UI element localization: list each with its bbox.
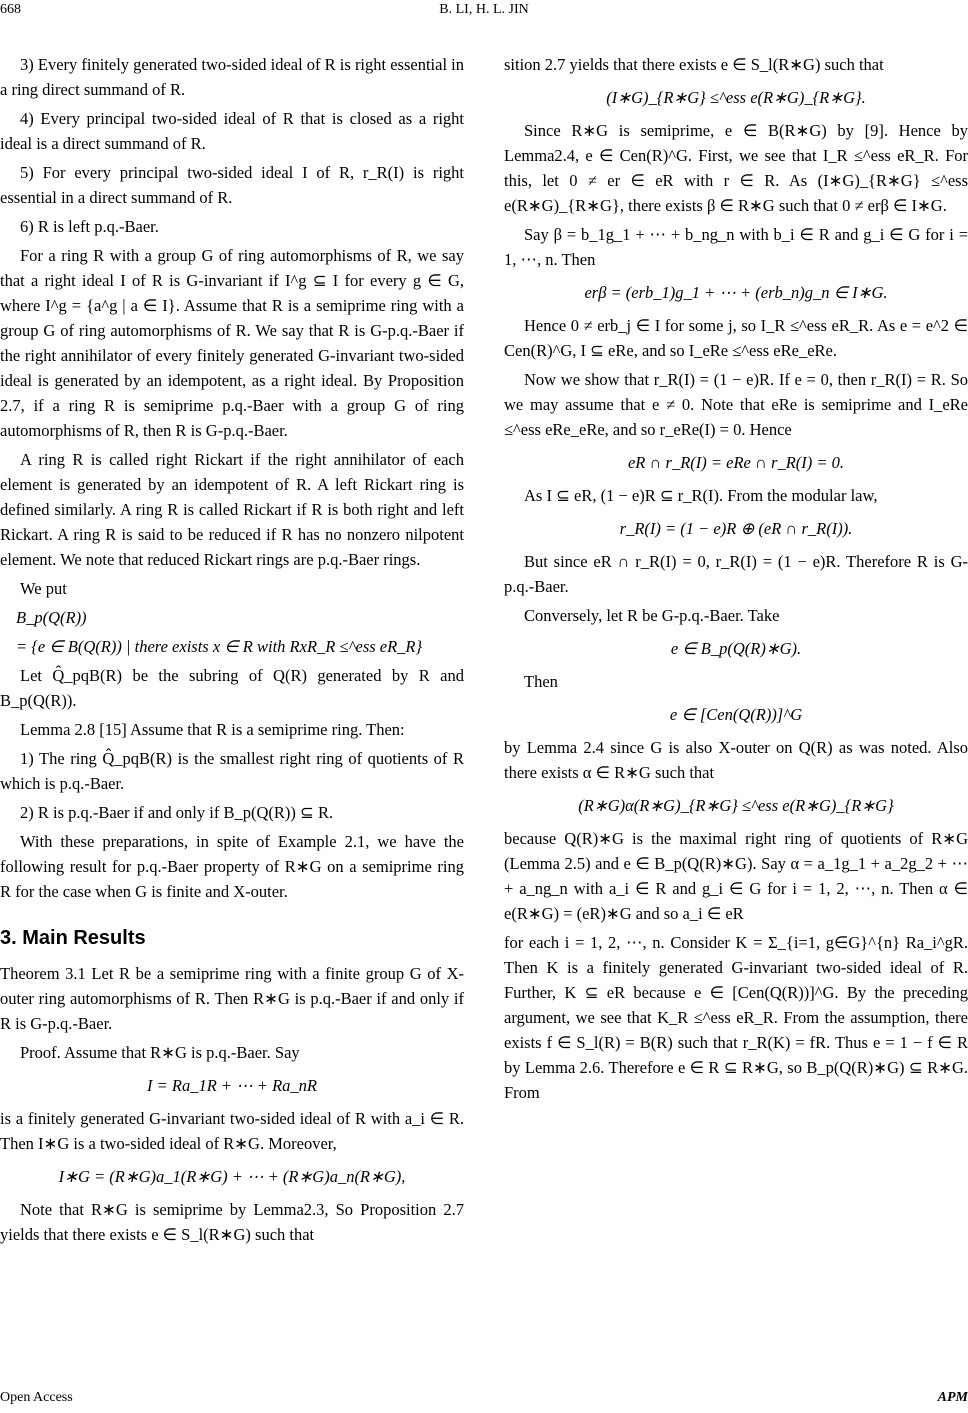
paragraph: But since eR ∩ r_R(I) = 0, r_R(I) = (1 − e)R. Therefore R is G-p.q.-Baer. xyxy=(504,552,968,596)
paragraph: Say β = b_1g_1 + ⋯ + b_ng_n with b_i ∈ R and g_i ∈ G for i = 1, ⋯, n. Then xyxy=(504,225,968,269)
paragraph: 1) The ring Q̂_pqB(R) is the smallest right ring of quotients of R which is p.q.-Baer. xyxy=(0,749,464,793)
paragraph: Hence 0 ≠ erb_j ∈ I for some j, so I_R ≤^ess eR_R. As e = e^2 ∈ Cen(R)^G, I ⊆ eRe, and so I_eRe ≤^ess eRe_eRe. xyxy=(504,316,968,360)
paragraph: Proof. Assume that R∗G is p.q.-Baer. Say xyxy=(20,1043,300,1062)
equation: (I∗G)_{R∗G} ≤^ess e(R∗G)_{R∗G}. xyxy=(606,88,866,107)
equation: e ∈ B_p(Q(R)∗G). xyxy=(670,639,802,658)
paragraph: Let Q̂_pqB(R) be the subring of Q(R) generated by R and B_p(Q(R)). xyxy=(0,666,464,710)
paragraph: 5) For every principal two-sided ideal I of R, r_R(I) is right essential in a direct summand of R. xyxy=(0,163,464,207)
page-number: 668 xyxy=(0,2,21,17)
paragraph: for each i = 1, 2, ⋯, n. Consider K = Σ_{i=1, g∈G}^{n} Ra_i^gR. Then K is a finitely generated G-invariant two-sided ideal of R. Further, K ⊆ eR because e ∈ [Cen(Q(R))]^G. By the preceding argument, we see that K_R ≤^ess eR_R. From the assumption, there exists f ∈ S_l(R) = B(R) such that r_R(K) = fR. Thus e = 1 − f ∈ R by Lemma 2.6. Therefore e ∈ R ⊆ R∗G, so B_p(Q(R)∗G) ⊆ R∗G. From xyxy=(504,933,968,1102)
paragraph: 4) Every principal two-sided ideal of R that is closed as a right ideal is a direct summand of R. xyxy=(0,109,464,153)
equation: B_p(Q(R)) xyxy=(16,608,87,627)
running-head: B. LI, H. L. JIN xyxy=(439,2,529,17)
footer-open-access: Open Access xyxy=(0,1390,73,1405)
paragraph: Now we show that r_R(I) = (1 − e)R. If e = 0, then r_R(I) = R. So we may assume that e ≠ 0. Note that eRe is semiprime and I_eRe ≤^ess eRe_eRe, and so r_eRe(I) = 0. Hence xyxy=(504,370,968,439)
lemma: Lemma 2.8 [15] Assume that R is a semiprime ring. Then: xyxy=(20,720,405,739)
paragraph: With these preparations, in spite of Example 2.1, we have the following result for p.q.-Baer property of R∗G on a semiprime ring R for the case when G is finite and X-outer. xyxy=(0,832,464,901)
equation: eR ∩ r_R(I) = eRe ∩ r_R(I) = 0. xyxy=(627,453,845,472)
page-header xyxy=(0,2,968,24)
footer-journal: APM xyxy=(937,1390,968,1405)
equation: r_R(I) = (1 − e)R ⊕ (eR ∩ r_R(I)). xyxy=(619,519,853,538)
left-column xyxy=(0,52,464,1251)
paragraph: Conversely, let R be G-p.q.-Baer. Take xyxy=(524,606,780,625)
equation: (R∗G)α(R∗G)_{R∗G} ≤^ess e(R∗G)_{R∗G} xyxy=(578,796,894,815)
paragraph: Note that R∗G is semiprime by Lemma2.3, So Proposition 2.7 yields that there exists e ∈ S_l(R∗G) such that xyxy=(0,1200,464,1244)
paragraph: sition 2.7 yields that there exists e ∈ S_l(R∗G) such that xyxy=(504,55,884,74)
equation: e ∈ [Cen(Q(R))]^G xyxy=(669,705,803,724)
paragraph: Then xyxy=(524,672,558,691)
equation: I = Ra_1R + ⋯ + Ra_nR xyxy=(147,1076,317,1095)
theorem: Theorem 3.1 Let R be a semiprime ring with a finite group G of X-outer ring automorphisms of R. Then R∗G is p.q.-Baer if and only if R is G-p.q.-Baer. xyxy=(0,964,464,1033)
paragraph: As I ⊆ eR, (1 − e)R ⊆ r_R(I). From the modular law, xyxy=(524,486,878,505)
equation: erβ = (erb_1)g_1 + ⋯ + (erb_n)g_n ∈ I∗G. xyxy=(584,283,888,302)
section-heading: 3. Main Results xyxy=(0,927,146,949)
paragraph: For a ring R with a group G of ring automorphisms of R, we say that a right ideal I of R is G-invariant if I^g ⊆ I for every g ∈ G, where I^g = {a^g | a ∈ I}. Assume that R is a semiprime ring with a group G of ring automorphisms of R. We say that R is G-p.q.-Baer if the right annihilator of every finitely generated G-invariant two-sided ideal is generated by an idempotent, as a right ideal. By Proposition 2.7, if a ring R is semiprime p.q.-Baer with a group G of ring automorphisms of R, then R is G-p.q.-Baer. xyxy=(0,246,464,440)
equation: I∗G = (R∗G)a_1(R∗G) + ⋯ + (R∗G)a_n(R∗G), xyxy=(58,1167,406,1186)
paragraph: Since R∗G is semiprime, e ∈ B(R∗G) by [9]. Hence by Lemma2.4, e ∈ Cen(R)^G. First, we see that I_R ≤^ess eR_R. For this, let 0 ≠ er ∈ eR with r ∈ R. As (I∗G)_{R∗G} ≤^ess e(R∗G)_{R∗G}, there exists β ∈ R∗G such that 0 ≠ erβ ∈ I∗G. xyxy=(504,121,968,215)
paragraph: We put xyxy=(20,579,67,598)
paragraph: because Q(R)∗G is the maximal right ring of quotients of R∗G (Lemma 2.5) and e ∈ B_p(Q(R)∗G). Say α = a_1g_1 + a_2g_2 + ⋯ + a_ng_n with a_i ∈ R and g_i ∈ G for i = 1, 2, ⋯, n. Then α ∈ e(R∗G) = (eR)∗G and so a_i ∈ eR xyxy=(504,829,968,923)
paragraph: 2) R is p.q.-Baer if and only if B_p(Q(R)) ⊆ R. xyxy=(20,803,334,822)
equation: = {e ∈ B(Q(R)) | there exists x ∈ R with RxR_R ≤^ess eR_R} xyxy=(16,637,423,656)
paragraph: 3) Every finitely generated two-sided ideal of R is right essential in a ring direct summand of R. xyxy=(0,55,465,99)
paragraph: by Lemma 2.4 since G is also X-outer on Q(R) as was noted. Also there exists α ∈ R∗G such that xyxy=(504,738,968,782)
paragraph: A ring R is called right Rickart if the right annihilator of each element is generated by an idempotent of R. A left Rickart ring is defined similarly. A ring R is called Rickart if R is both right and left Rickart. A ring R is said to be reduced if R has no nonzero nilpotent element. We note that reduced Rickart rings are p.q.-Baer rings. xyxy=(0,450,464,569)
paragraph: is a finitely generated G-invariant two-sided ideal of R with a_i ∈ R. Then I∗G is a two-sided ideal of R∗G. Moreover, xyxy=(0,1109,464,1153)
right-column xyxy=(504,52,968,1109)
paragraph: 6) R is left p.q.-Baer. xyxy=(20,217,159,236)
